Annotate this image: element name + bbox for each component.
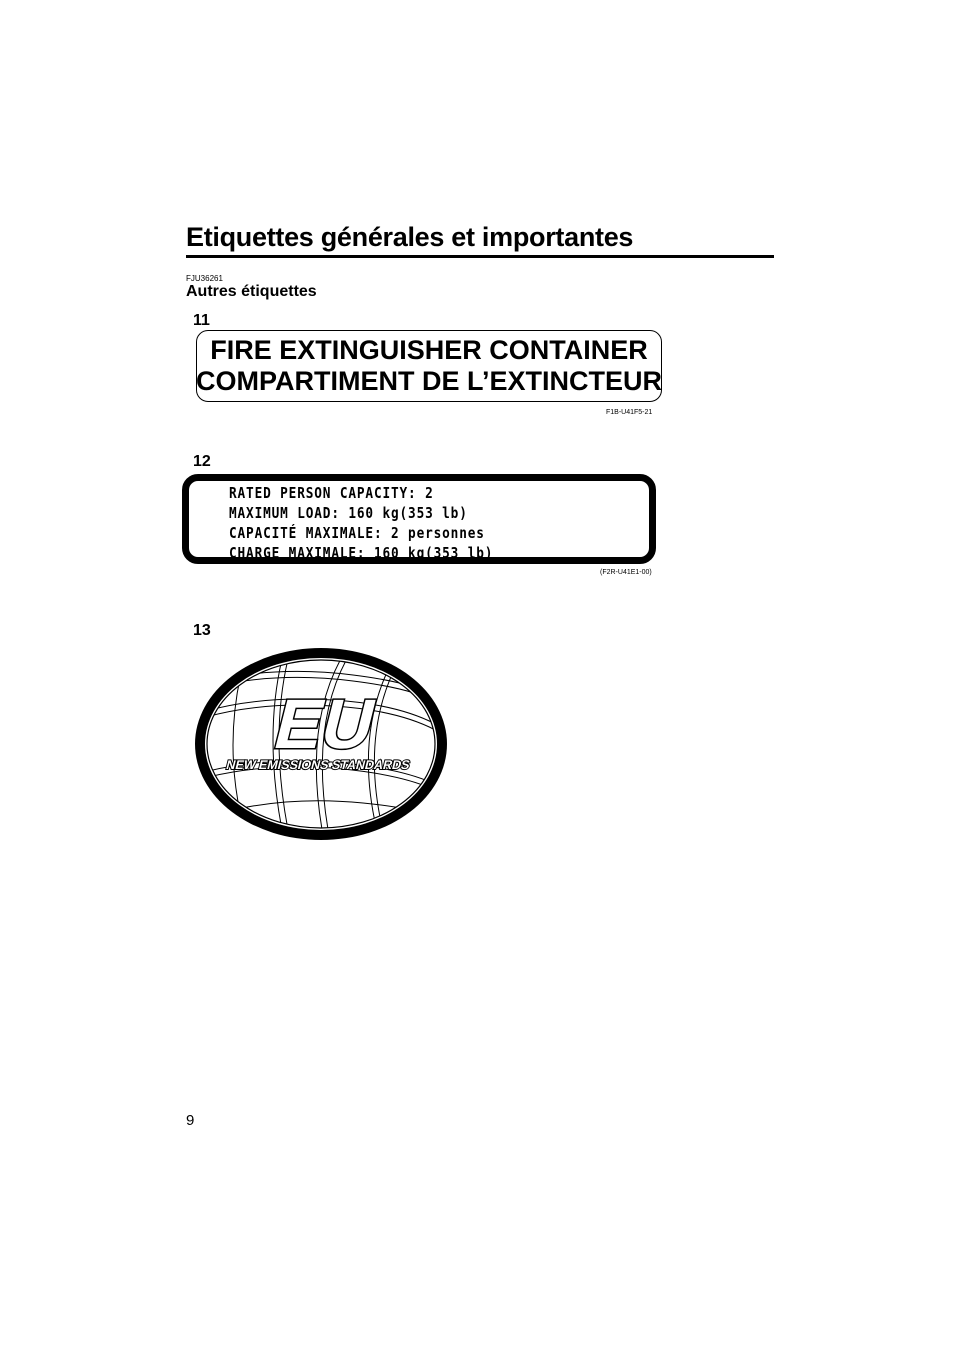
eu-emissions-logo: [193, 645, 449, 843]
section-code: FJU36261: [186, 274, 223, 283]
page-title: Etiquettes générales et importantes: [186, 222, 634, 252]
eu-logo-text: EU: [266, 685, 384, 764]
fire-label-line-1: FIRE EXTINGUISHER CONTAINER: [210, 335, 648, 365]
capacity-line-4: CHARGE MAXIMALE: 160 kg(353 lb): [229, 544, 494, 562]
label-number-12: 12: [193, 453, 211, 470]
label-number-11: 11: [193, 312, 210, 329]
section-title: Autres étiquettes: [186, 283, 317, 300]
fire-label-line-2: COMPARTIMENT DE L’EXTINCTEUR: [196, 366, 663, 396]
fire-extinguisher-label: [196, 330, 662, 402]
label-number-13: 13: [193, 622, 211, 639]
page-number: 9: [186, 1112, 195, 1129]
image-code-11: F1B-U41F5-21: [606, 409, 653, 416]
emissions-standards-text: NEW EMISSIONS STANDARDS: [224, 758, 412, 772]
capacity-line-1: RATED PERSON CAPACITY: 2: [229, 484, 434, 502]
capacity-line-3: CAPACITÉ MAXIMALE: 2 personnes: [229, 524, 485, 542]
title-rule: [186, 255, 774, 258]
capacity-line-2: MAXIMUM LOAD: 160 kg(353 lb): [229, 504, 468, 522]
image-code-12: (F2R-U41E1-00): [600, 569, 652, 576]
capacity-label: [182, 474, 656, 564]
